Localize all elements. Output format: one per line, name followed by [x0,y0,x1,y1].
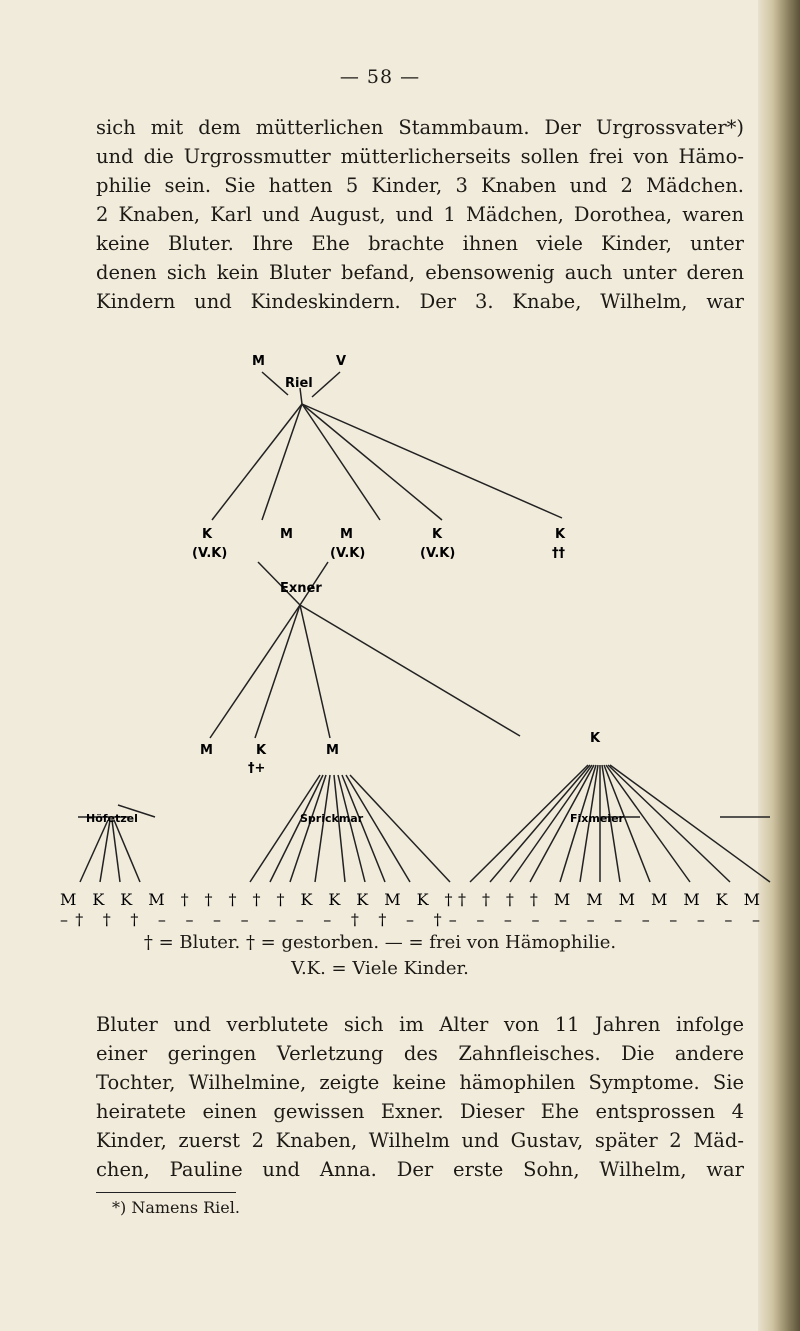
text-line: chen, Pauline und Anna. Der erste Sohn, Wilhelm, war [96,1158,744,1181]
gen2-sex: M [340,527,353,542]
gen2-sex: M [280,527,293,542]
top-name-label: Riel [285,376,313,391]
gen2-note: †† [552,546,565,561]
footnote-rule [96,1192,236,1193]
spouse3-label: Fixmeier [570,812,624,825]
gen2-sex: K [555,527,566,542]
text-line: und die Urgrossmutter mütterlicherseits sollen frei von Hämo- [96,145,744,168]
text-line: Kindern und Kindeskindern. Der 3. Knabe, Wilhelm, war [96,290,744,313]
spouse3-label: Sprickmar [300,812,364,825]
top-left-label: M [252,354,265,369]
gen3-sex: M [326,743,339,758]
text-line: Bluter und verblutete sich im Alter von 11 Jahren infolge [96,1013,744,1036]
gen2-note: (V.K) [330,546,366,561]
footnote: *) Namens Riel. [112,1198,240,1217]
gen2-note: (V.K) [420,546,456,561]
legend-line-1: † = Bluter. † = gestorben. — = frei von Hämophilie. [143,932,617,953]
text-line: heiratete einen gewissen Exner. Dieser Ehe entsprossen 4 [96,1100,744,1123]
gen2-note: (V.K) [192,546,228,561]
pedigree-lines [78,372,770,882]
text-line: philie sein. Sie hatten 5 Kinder, 3 Knaben und 2 Mädchen. [96,174,744,197]
text-line: einer geringen Verletzung des Zahnfleisches. Die andere [96,1042,744,1065]
text-line: Kinder, zuerst 2 Knaben, Wilhelm und Gustav, später 2 Mäd- [96,1129,744,1152]
gen2-sex: K [202,527,213,542]
gen3-sex: K [590,731,601,746]
text-line: keine Bluter. Ihre Ehe brachte ihnen viele Kinder, unter [96,232,744,255]
gen3-sex: K [256,743,267,758]
gen3-note: †+ [248,761,266,776]
spouse-label: Exner [280,581,322,596]
text-line: Tochter, Wilhelmine, zeigte keine hämophilen Symptome. Sie [96,1071,744,1094]
gen4-sex-row: M K K M † † † † † K K K M K †† † † † M M M M M K M [60,890,760,909]
text-line: sich mit dem mütterlichen Stammbaum. Der Urgrossvater*) [96,116,744,139]
gen4-marks-row: –† † † – – – – – – – † † – †– – – – – – – – – – – – [60,910,760,929]
text-line: denen sich kein Bluter befand, ebensowenig auch unter deren [96,261,744,284]
gen3-sex: M [200,743,213,758]
legend-line-2: V.K. = Viele Kinder. [291,958,469,979]
page-number: — 58 — [339,66,421,88]
spouse3-label: Höfetzel [86,812,138,825]
text-line: 2 Knaben, Karl und August, und 1 Mädchen, Dorothea, waren [96,203,744,226]
gen2-sex: K [432,527,443,542]
top-right-label: V [336,354,347,369]
paragraph-bottom [96,1010,744,1184]
